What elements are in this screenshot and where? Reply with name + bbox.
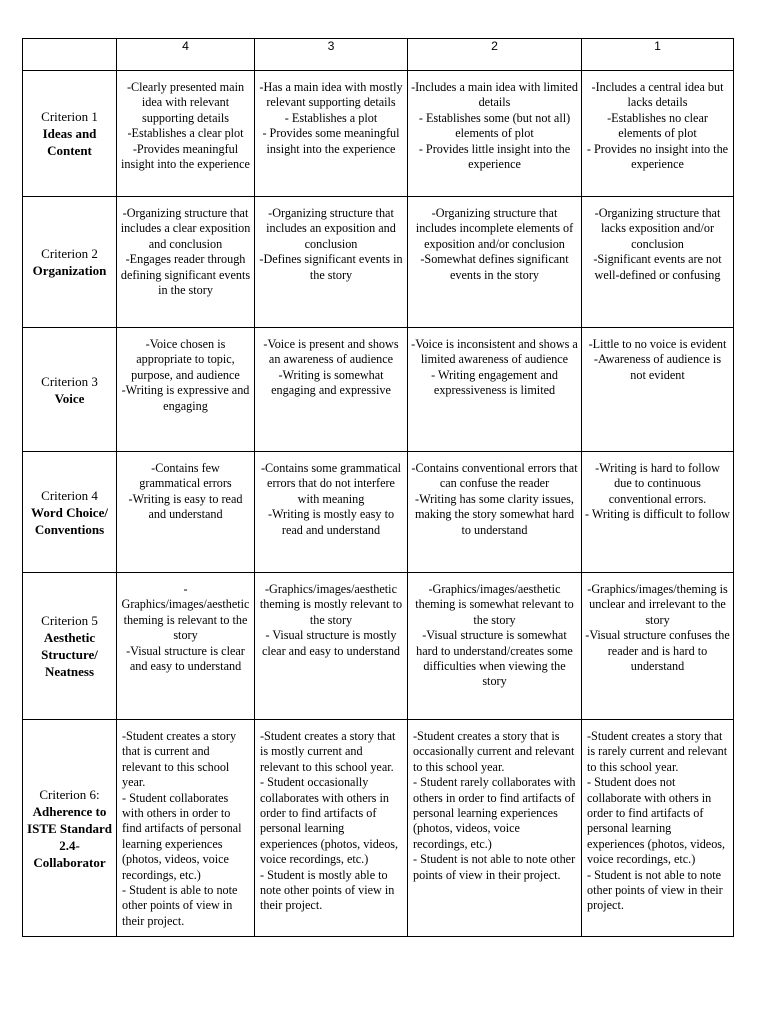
header-level-4: 4 [117,39,255,71]
criterion-row [23,328,734,452]
rubric-cell [582,573,734,720]
rubric-cell-line: -Significant events are not well-defined or confusing [593,252,722,282]
header-level-1: 1 [582,39,734,71]
rubric-cell [255,720,408,937]
rubric-cell [582,197,734,328]
criterion-label [23,197,117,328]
rubric-cell-line: -Graphics/images/aesthetic theming is relevant to the story [121,582,250,643]
header-level-3: 3 [255,39,408,71]
rubric-cell-line: -Contains conventional errors that can confuse the reader [411,461,578,491]
rubric-cell [408,573,582,720]
criterion-row [23,71,734,197]
criterion-row [23,197,734,328]
criterion-name: Adherence to ISTE Standard 2.4- Collaborator [27,803,112,870]
criterion-number: Criterion 2 [41,246,98,261]
header-corner-cell [23,39,117,71]
rubric-cell-line: - Provides some meaningful insight into the experience [262,126,400,156]
rubric-cell-line: -Includes a main idea with limited details [411,80,578,110]
rubric-cell-line: -Voice chosen is appropriate to topic, purpose, and audience [131,337,240,382]
rubric-table [22,38,734,937]
rubric-cell-line: -Engages reader through defining significant events in the story [120,252,251,298]
rubric-cell-line: - Provides little insight into the experience [418,141,571,172]
rubric-cell-line: - Establishes a plot [284,110,378,125]
rubric-cell-line: -Writing is hard to follow due to continuous conventional errors. [595,461,720,506]
rubric-cell-line: -Awareness of audience is not evident [593,352,722,382]
criterion-name: Ideas and Content [42,126,97,158]
rubric-cell-line: - Student occasionally collaborates with others in order to find artifacts of personal learning experiences (photos, videos, voice recordings, etc.) [260,775,399,867]
rubric-cell-line: - Establishes some (but not all) elements of plot [418,110,571,141]
rubric-cell-line: - Student does not collaborate with others in order to find artifacts of personal learning experiences (photos, videos, voice recordings, etc.) [587,775,726,867]
rubric-cell-line: -Defines significant events in the story [259,252,403,282]
rubric-cell-line: - Visual structure is mostly clear and easy to understand [261,628,401,658]
rubric-cell-line: -Writing is mostly easy to read and understand [267,507,395,537]
rubric-cell [582,452,734,573]
rubric-cell-line: -Establishes no clear elements of plot [607,110,708,141]
rubric-cell-line: -Graphics/images/aesthetic theming is somewhat relevant to the story [415,582,574,627]
rubric-cell-line: -Writing is easy to read and understand [128,491,243,522]
rubric-cell-line: -Provides meaningful insight into the experience [121,141,250,172]
rubric-cell [255,452,408,573]
criterion-row [23,720,734,937]
rubric-cell [582,720,734,937]
rubric-cell-line: -Writing has some clarity issues, making the story somewhat hard to understand [414,491,575,537]
criterion-label [23,720,117,937]
rubric-cell-line: -Organizing structure that includes a clear exposition and conclusion [120,206,251,251]
rubric-cell-line: -Writing is somewhat engaging and expressive [271,367,391,398]
rubric-cell-line: - Student is mostly able to note other points of view in their project. [260,867,395,913]
rubric-cell-line: -Contains few grammatical errors [139,461,232,491]
criterion-number: Criterion 1 [41,109,98,124]
rubric-cell [117,720,255,937]
rubric-cell-line: - Writing engagement and expressiveness is limited [431,367,558,398]
rubric-cell-line: - Provides no insight into the experience [586,141,729,172]
rubric-cell-line: -Organizing structure that includes incomplete elements of exposition and/or conclusion [415,206,574,251]
rubric-cell-line: -Establishes a clear plot [127,126,244,141]
rubric-cell-line: -Somewhat defines significant events in the story [420,252,569,282]
criterion-name: Aesthetic Structure/ Neatness [41,630,98,679]
rubric-cell [408,197,582,328]
rubric-cell-line: -Contains some grammatical errors that do not interfere with meaning [260,461,402,506]
criterion-number: Criterion 5 [41,613,98,628]
criterion-name: Organization [32,263,107,278]
rubric-cell-line: - Student is not able to note other points of view in their project. [587,867,723,913]
header-row [23,39,734,71]
rubric-cell-line: -Visual structure confuses the reader and is hard to understand [585,628,730,674]
rubric-cell-line: - Student is able to note other points of view in their project. [122,883,238,928]
rubric-cell-line: -Student creates a story that is mostly current and relevant to this school year. [260,729,396,774]
rubric-cell [255,197,408,328]
criterion-row [23,573,734,720]
rubric-cell-line: -Student creates a story that is occasionally current and relevant to this school year. [413,729,575,774]
rubric-cell-line: -Clearly presented main idea with relevant supporting details [126,80,245,125]
rubric-cell-line: -Graphics/images/theming is unclear and irrelevant to the story [587,582,728,627]
rubric-cell [408,328,582,452]
rubric-cell [117,452,255,573]
criterion-number: Criterion 3 [41,373,98,389]
rubric-cell-line: -Organizing structure that lacks exposition and/or conclusion [594,206,721,251]
rubric-cell-line: -Includes a central idea but lacks details [591,80,724,110]
rubric-cell-line: -Graphics/images/aesthetic theming is mostly relevant to the story [259,582,403,627]
rubric-cell-line: -Voice is inconsistent and shows a limited awareness of audience [411,337,578,367]
rubric-cell-line: - Student is not able to note other points of view in their project. [413,852,576,882]
rubric-cell [582,328,734,452]
rubric-cell-line: -Little to no voice is evident [588,337,727,351]
header-level-2: 2 [408,39,582,71]
rubric-cell [408,720,582,937]
rubric-cell-line: - Student collaborates with others in order to find artifacts of personal learning experiences (photos, videos, voice recordings, etc.) [122,790,242,882]
criterion-number: Criterion 6: [39,786,100,802]
criterion-name: Word Choice/ Conventions [31,504,108,537]
criterion-number: Criterion 4 [41,487,98,503]
rubric-cell [255,71,408,197]
rubric-cell [408,71,582,197]
rubric-cell [582,71,734,197]
rubric-cell-line: -Student creates a story that is rarely current and relevant to this school year. [587,729,728,774]
rubric-cell [117,328,255,452]
rubric-cell-line: -Has a main idea with mostly relevant supporting details [259,80,403,110]
criterion-name: Voice [54,390,85,406]
rubric-cell [117,71,255,197]
rubric-cell-line: -Voice is present and shows an awareness of audience [263,337,399,367]
criterion-label [23,452,117,573]
criterion-label [23,328,117,452]
rubric-cell-line: -Visual structure is clear and easy to understand [126,643,245,674]
rubric-cell-line: -Student creates a story that is current and relevant to this school year. [122,729,237,790]
rubric-cell [255,573,408,720]
criterion-label [23,573,117,720]
rubric-cell-line: - Writing is difficult to follow [585,507,730,522]
rubric-cell-line: -Visual structure is somewhat hard to understand/creates some difficulties when viewing the story [416,628,573,689]
criterion-label [23,71,117,197]
rubric-cell [255,328,408,452]
rubric-cell-line: - Student rarely collaborates with others in order to find artifacts of personal learning experiences (photos, videos, voice recordings, etc.) [413,775,576,851]
rubric-cell [408,452,582,573]
rubric-cell-line: -Writing is expressive and engaging [121,383,250,413]
rubric-cell [117,573,255,720]
rubric-cell-line: -Organizing structure that includes an exposition and conclusion [266,206,396,251]
rubric-cell [117,197,255,328]
criterion-row [23,452,734,573]
